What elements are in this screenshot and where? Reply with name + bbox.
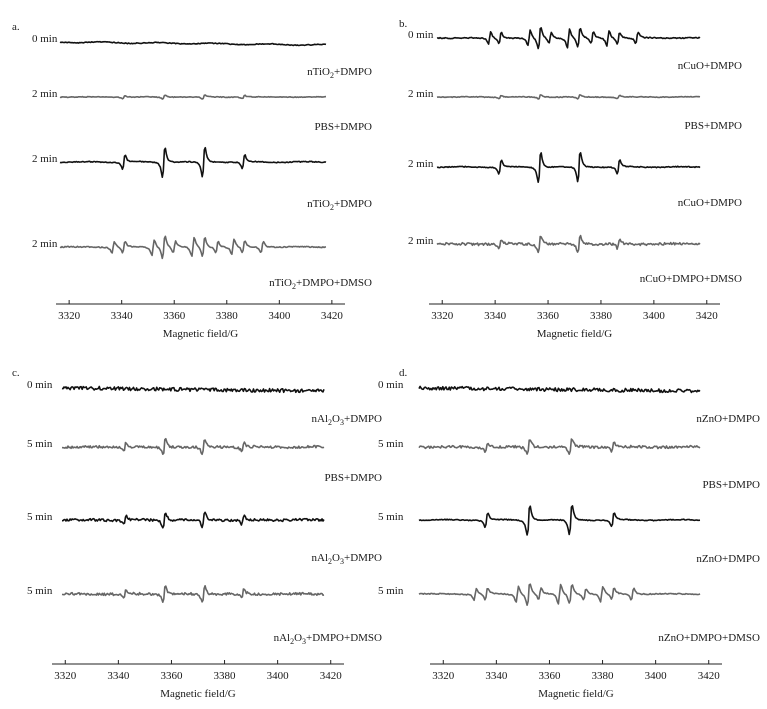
spectrum-trace [60, 148, 326, 178]
spectrum-trace [62, 512, 324, 528]
panel-2 [12, 367, 382, 700]
panel-label: b. [399, 18, 408, 30]
trace-time-label: 0 min [408, 29, 434, 41]
x-tick-label: 3380 [591, 670, 614, 682]
spectrum-trace [437, 28, 700, 49]
x-tick-label: 3340 [484, 310, 507, 322]
x-tick-label: 3380 [589, 310, 612, 322]
trace-time-label: 5 min [27, 585, 53, 597]
trace-time-label: 2 min [32, 238, 58, 250]
x-tick-label: 3320 [432, 670, 455, 682]
trace-sample-label: $nAl_2O_3+DMPO+DMSO$ [273, 632, 382, 646]
x-tick-label: 3320 [431, 310, 454, 322]
trace-time-label: 2 min [32, 153, 58, 165]
spectrum-trace [419, 506, 700, 535]
spectrum-trace [437, 95, 700, 99]
spectrum-trace [60, 95, 326, 99]
x-tick-label: 3360 [163, 310, 186, 322]
x-tick-label: 3400 [266, 670, 289, 682]
spectrum-trace [60, 42, 326, 46]
trace-sample-label: nZnO+DMPO [696, 413, 760, 425]
panel-label: a. [12, 21, 20, 33]
x-axis-label: Magnetic field/G [538, 688, 614, 700]
trace-sample-label: $nAl_2O_3+DMPO$ [311, 413, 382, 427]
spectrum-trace [419, 584, 700, 605]
trace-time-label: 2 min [32, 88, 58, 100]
trace-sample-label: nTiO$_2$+DMPO+DMSO [269, 277, 372, 291]
trace-time-label: 5 min [378, 585, 404, 597]
x-tick-label: 3400 [642, 310, 665, 322]
panel-label: c. [12, 367, 20, 379]
x-tick-label: 3420 [695, 310, 718, 322]
x-tick-label: 3380 [215, 310, 238, 322]
x-tick-label: 3320 [54, 670, 77, 682]
panel-1 [399, 18, 742, 340]
x-tick-label: 3340 [107, 670, 130, 682]
spectrum-trace [62, 586, 324, 602]
trace-sample-label: nTiO$_2$+DMPO [307, 198, 372, 212]
trace-time-label: 5 min [378, 511, 404, 523]
spectrum-trace [60, 236, 326, 258]
x-axis-label: Magnetic field/G [160, 688, 236, 700]
trace-sample-label: nZnO+DMPO+DMSO [658, 632, 760, 644]
trace-sample-label: PBS+DMPO [324, 472, 382, 484]
x-tick-label: 3360 [537, 310, 560, 322]
trace-sample-label: nZnO+DMPO [696, 553, 760, 565]
trace-time-label: 2 min [408, 235, 434, 247]
x-tick-label: 3340 [485, 670, 508, 682]
panel-label: d. [399, 367, 408, 379]
trace-time-label: 2 min [408, 158, 434, 170]
x-axis-label: Magnetic field/G [162, 328, 239, 340]
x-tick-label: 3420 [320, 310, 343, 322]
x-axis-label: Magnetic field/G [536, 328, 613, 340]
trace-time-label: 0 min [32, 33, 58, 45]
trace-time-label: 5 min [27, 438, 53, 450]
spectrum-trace [437, 236, 700, 253]
x-tick-label: 3360 [538, 670, 561, 682]
x-tick-label: 3400 [268, 310, 291, 322]
spectrum-trace [62, 387, 324, 393]
trace-sample-label: nTiO$_2$+DMPO [307, 66, 372, 80]
panel-3 [378, 367, 760, 700]
trace-sample-label: nCuO+DMPO [677, 197, 742, 209]
x-tick-label: 3420 [319, 670, 342, 682]
x-tick-label: 3400 [644, 670, 667, 682]
trace-time-label: 5 min [378, 438, 404, 450]
trace-time-label: 2 min [408, 88, 434, 100]
trace-sample-label: PBS+DMPO [702, 479, 760, 491]
x-tick-label: 3420 [697, 670, 720, 682]
spectrum-trace [437, 153, 700, 182]
trace-sample-label: nCuO+DMPO+DMSO [639, 273, 742, 285]
x-tick-label: 3380 [213, 670, 236, 682]
trace-sample-label: PBS+DMPO [314, 121, 372, 133]
trace-sample-label: $nAl_2O_3+DMPO$ [311, 552, 382, 566]
trace-time-label: 5 min [27, 511, 53, 523]
trace-sample-label: nCuO+DMPO [677, 60, 742, 72]
trace-time-label: 0 min [378, 379, 404, 391]
trace-time-label: 0 min [27, 379, 53, 391]
panel-0 [12, 21, 372, 340]
x-tick-label: 3360 [160, 670, 183, 682]
spectrum-trace [62, 439, 324, 455]
spectrum-trace [419, 386, 700, 392]
x-tick-label: 3320 [58, 310, 81, 322]
spectrum-trace [419, 439, 700, 454]
trace-sample-label: PBS+DMPO [684, 120, 742, 132]
x-tick-label: 3340 [110, 310, 133, 322]
